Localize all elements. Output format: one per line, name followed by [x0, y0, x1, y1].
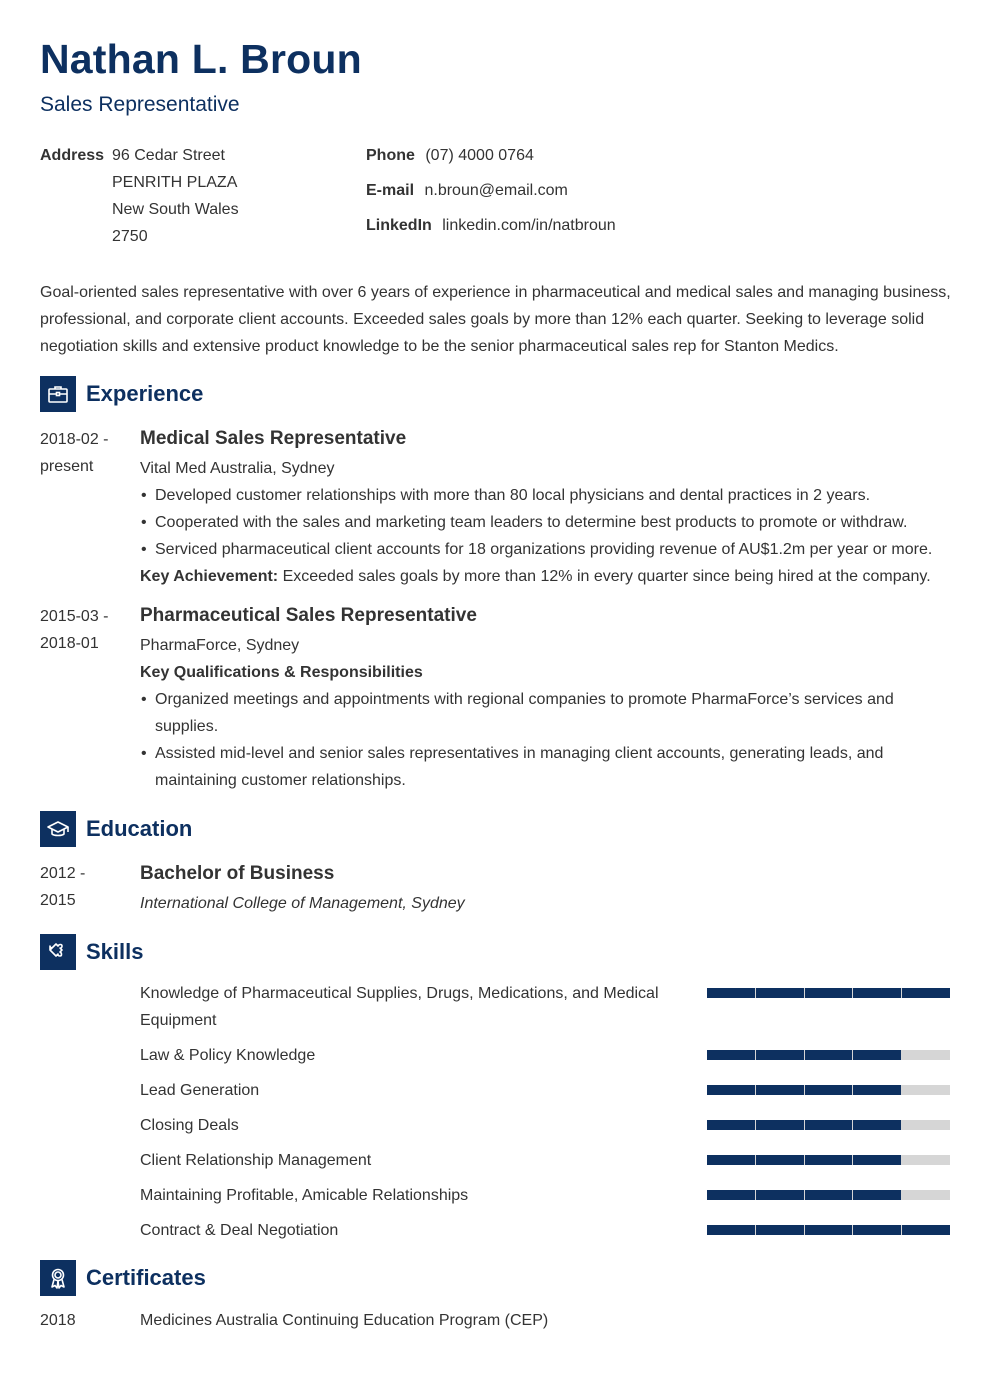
school-name: International College of Management, Sydney: [140, 895, 465, 912]
skill-level-bar: [707, 1225, 950, 1235]
certificates-heading: Certificates: [86, 1265, 206, 1290]
skill-level-segment-filled: [853, 1120, 901, 1130]
skill-level-segment-filled: [805, 1050, 853, 1060]
address-line: New South Wales: [112, 201, 239, 218]
skill-level-segment-filled: [707, 1050, 755, 1060]
skill-name: Closing Deals: [140, 1117, 239, 1134]
job-title: Sales Representative: [40, 93, 240, 116]
skill-row: [140, 1217, 950, 1244]
bullet-item: • Serviced pharmaceutical client accounts for 18 organizations providing revenue of AU$1.2m per year or more.: [140, 536, 960, 563]
skill-name: Lead Generation: [140, 1082, 260, 1099]
key-achievement-text: Exceeded sales goals by more than 12% in every quarter since being hired at the company.: [282, 568, 931, 585]
skill-level-segment-empty: [902, 1085, 950, 1095]
skill-level-segment-filled: [805, 988, 853, 998]
candidate-name: Nathan L. Broun: [40, 36, 362, 82]
skill-level-segment-filled: [902, 1225, 950, 1235]
skill-level-segment-filled: [805, 1225, 853, 1235]
skill-level-segment-filled: [902, 988, 950, 998]
skill-row: [140, 1182, 950, 1209]
address-block: [40, 142, 340, 252]
skill-level-segment-filled: [805, 1120, 853, 1130]
phone-label: Phone: [366, 147, 415, 164]
skill-level-bar: [707, 1190, 950, 1200]
skill-level-segment-filled: [707, 1190, 755, 1200]
skill-level-segment-filled: [756, 1050, 804, 1060]
date-end: 2018-01: [40, 635, 99, 652]
skill-row: [140, 1077, 950, 1104]
date-start: 2012 -: [40, 865, 86, 882]
linkedin-row: [366, 212, 616, 247]
experience-heading: Experience: [86, 381, 204, 406]
skill-level-segment-filled: [805, 1190, 853, 1200]
education-section-header: [40, 811, 192, 847]
entry-title: Pharmaceutical Sales Representative: [140, 605, 477, 626]
skill-row: [140, 980, 950, 1034]
bullet-item: • Cooperated with the sales and marketing team leaders to determine best products to promote or withdraw.: [140, 509, 960, 536]
bullet-list: [140, 482, 960, 563]
address-label: Address: [40, 147, 105, 164]
briefcase-icon: [40, 376, 76, 412]
bullet-item: • Assisted mid-level and senior sales representatives in managing client accounts, generating leads, and maintaining customer relationships.: [140, 740, 910, 794]
skill-level-segment-filled: [707, 1155, 755, 1165]
entry-company: PharmaForce, Sydney: [140, 637, 300, 654]
degree-title: Bachelor of Business: [140, 863, 335, 884]
skill-level-segment-filled: [853, 1085, 901, 1095]
email-label: E-mail: [366, 182, 415, 199]
skill-level-segment-empty: [902, 1120, 950, 1130]
entry-title: Medical Sales Representative: [140, 428, 407, 449]
skills-section-header: [40, 934, 143, 970]
skill-name: Contract & Deal Negotiation: [140, 1222, 339, 1239]
bullet-list: [140, 686, 910, 794]
skill-level-segment-filled: [756, 1085, 804, 1095]
skill-level-segment-filled: [805, 1085, 853, 1095]
skill-level-bar: [707, 1155, 950, 1165]
skill-name: Law & Policy Knowledge: [140, 1047, 316, 1064]
email-link[interactable]: n.broun@email.com: [424, 182, 568, 199]
skills-heading: Skills: [86, 939, 144, 964]
phone-row: [366, 142, 616, 177]
skill-level-segment-filled: [756, 988, 804, 998]
skill-level-segment-filled: [805, 1155, 853, 1165]
skill-level-segment-filled: [756, 1225, 804, 1235]
skill-name: Maintaining Profitable, Amicable Relationships: [140, 1187, 469, 1204]
entry-date: [40, 603, 130, 657]
skill-level-bar: [707, 1085, 950, 1095]
date-end: 2015: [40, 892, 76, 909]
linkedin-label: LinkedIn: [366, 217, 432, 234]
entry-date: [40, 426, 130, 480]
skill-level-bar: [707, 988, 950, 998]
skill-name: Knowledge of Pharmaceutical Supplies, Drugs, Medications, and Medical Equipment: [140, 985, 659, 1029]
skill-level-segment-filled: [707, 988, 755, 998]
certificate-year: 2018: [40, 1312, 76, 1329]
bullet-item: • Organized meetings and appointments with regional companies to promote PharmaForce’s services and supplies.: [140, 686, 910, 740]
skill-level-segment-empty: [902, 1155, 950, 1165]
entry-company: Vital Med Australia, Sydney: [140, 460, 335, 477]
skill-level-segment-filled: [853, 1225, 901, 1235]
contact-details: [366, 142, 616, 247]
skill-level-segment-filled: [707, 1225, 755, 1235]
graduation-cap-icon: [40, 811, 76, 847]
award-ribbon-icon: [40, 1260, 76, 1296]
certificates-section-header: [40, 1260, 206, 1296]
bullet-item: • Developed customer relationships with more than 80 local physicians and dental practices in 2 years.: [140, 482, 960, 509]
skill-level-segment-filled: [853, 1155, 901, 1165]
skill-level-segment-filled: [756, 1190, 804, 1200]
email-row: [366, 177, 616, 212]
key-achievement: [140, 563, 960, 590]
skill-level-segment-filled: [756, 1120, 804, 1130]
address-line: 2750: [112, 228, 148, 245]
address-line: 96 Cedar Street: [112, 147, 225, 164]
date-start: 2015-03 -: [40, 608, 109, 625]
address-line: PENRITH PLAZA: [112, 174, 238, 191]
skill-level-bar: [707, 1050, 950, 1060]
certificate-name: Medicines Australia Continuing Education Program (CEP): [140, 1312, 549, 1329]
puzzle-icon: [40, 934, 76, 970]
date-end: present: [40, 458, 94, 475]
skill-level-segment-filled: [853, 1050, 901, 1060]
skill-level-bar: [707, 1120, 950, 1130]
education-heading: Education: [86, 816, 193, 841]
skill-level-segment-filled: [853, 1190, 901, 1200]
entry-date: [40, 860, 130, 914]
linkedin-link[interactable]: linkedin.com/in/natbroun: [442, 217, 616, 234]
experience-section-header: [40, 376, 203, 412]
profile-summary: Goal-oriented sales representative with over 6 years of experience in pharmaceutical and medical sales and managing business, professional, and corporate client accounts. Exceeded sales goals by more than 12% each quarter. Seeking to leverage solid negotiation skills and extensive product knowledge to be the senior pharmaceutical sales rep for Stanton Medics.: [40, 284, 951, 355]
skill-level-segment-filled: [756, 1155, 804, 1165]
skill-level-segment-filled: [707, 1085, 755, 1095]
phone-value[interactable]: (07) 4000 0764: [425, 147, 534, 164]
skill-level-segment-filled: [853, 988, 901, 998]
skill-level-segment-empty: [902, 1190, 950, 1200]
skill-level-segment-filled: [707, 1120, 755, 1130]
skill-row: [140, 1147, 950, 1174]
skill-name: Client Relationship Management: [140, 1152, 372, 1169]
entry-subheading: Key Qualifications & Responsibilities: [140, 664, 423, 681]
key-achievement-label: Key Achievement:: [140, 568, 279, 585]
skill-row: [140, 1112, 950, 1139]
skill-level-segment-empty: [902, 1050, 950, 1060]
date-start: 2018-02 -: [40, 431, 109, 448]
skill-row: [140, 1042, 950, 1069]
